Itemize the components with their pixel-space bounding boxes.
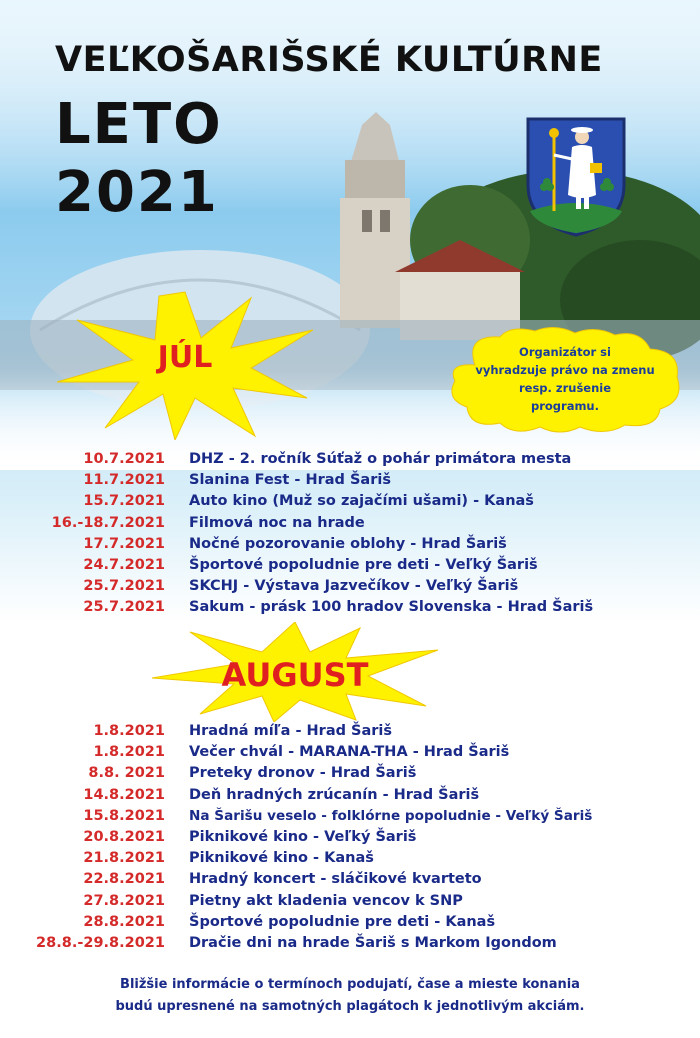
july-heading: JÚL xyxy=(157,340,213,375)
event-date: 1.8.2021 xyxy=(93,744,165,761)
footer-line-1: Bližšie informácie o termínoch podujatí, čase a mieste konania xyxy=(120,977,580,992)
event-date: 15.7.2021 xyxy=(83,493,165,510)
event-name: Dračie dni na hrade Šariš s Markom Igondom xyxy=(189,934,557,951)
july-event-list xyxy=(0,449,700,619)
list-item xyxy=(0,513,700,534)
footer-line-2: budú upresnené na samotných plagátoch k jednotlivým akciám. xyxy=(115,999,585,1014)
event-name: Auto kino (Muž so zajačími ušami) - Kanaš xyxy=(189,493,534,510)
list-item xyxy=(0,449,700,470)
list-item xyxy=(0,742,700,763)
event-date: 14.8.2021 xyxy=(83,786,165,803)
notice-line-1: Organizátor si xyxy=(519,345,611,359)
notice-line-2: vyhradzuje právo na zmenu xyxy=(475,363,655,377)
list-item xyxy=(0,869,700,890)
list-item xyxy=(0,785,700,806)
list-item xyxy=(0,534,700,555)
event-name: SKCHJ - Výstava Jazvečíkov - Veľký Šariš xyxy=(189,578,519,595)
event-date: 28.8.2021 xyxy=(83,913,165,930)
event-date: 17.7.2021 xyxy=(83,535,165,552)
event-name: Nočné pozorovanie oblohy - Hrad Šariš xyxy=(189,535,507,552)
notice-line-3: resp. zrušenie xyxy=(518,381,612,395)
list-item xyxy=(0,806,700,827)
list-item xyxy=(0,597,700,618)
event-date: 11.7.2021 xyxy=(83,472,165,489)
event-name: Sakum - prásk 100 hradov Slovenska - Hrad Šariš xyxy=(189,599,594,616)
event-name: Deň hradných zrúcanín - Hrad Šariš xyxy=(189,786,480,803)
event-date: 20.8.2021 xyxy=(83,828,165,845)
list-item xyxy=(0,555,700,576)
event-name: Filmová noc na hrade xyxy=(189,514,365,531)
event-date: 28.8.-29.8.2021 xyxy=(36,934,165,951)
list-item xyxy=(0,470,700,491)
event-name: Piknikové kino - Kanaš xyxy=(189,850,374,867)
coat-of-arms-icon xyxy=(524,115,628,239)
event-name: Pietny akt kladenia vencov k SNP xyxy=(189,892,463,909)
title-line-1: VEĽKOŠARIŠSKÉ KULTÚRNE xyxy=(55,40,603,80)
list-item xyxy=(0,491,700,512)
event-date: 25.7.2021 xyxy=(83,578,165,595)
event-date: 15.8.2021 xyxy=(83,807,165,824)
event-date: 10.7.2021 xyxy=(83,451,165,467)
event-name: Hradná míľa - Hrad Šariš xyxy=(189,723,393,739)
event-name: Hradný koncert - sláčikové kvarteto xyxy=(189,871,482,888)
august-event-list xyxy=(0,721,700,954)
event-date: 25.7.2021 xyxy=(83,599,165,616)
event-name: Športové popoludnie pre deti - Kanaš xyxy=(189,913,496,930)
list-item xyxy=(0,912,700,933)
title-line-2: LETO xyxy=(55,92,223,157)
list-item xyxy=(0,721,700,742)
event-name: Preteky dronov - Hrad Šariš xyxy=(189,765,417,782)
event-date: 21.8.2021 xyxy=(83,850,165,867)
list-item xyxy=(0,827,700,848)
event-date: 8.8. 2021 xyxy=(88,765,165,782)
footer-note xyxy=(0,974,700,1018)
list-item xyxy=(0,933,700,954)
event-date: 1.8.2021 xyxy=(93,723,165,739)
event-name: Na Šarišu veselo - folklórne popoludnie - Veľký Šariš xyxy=(189,807,593,824)
event-name: DHZ - 2. ročník Súťaž o pohár primátora mesta xyxy=(189,451,572,467)
event-date: 27.8.2021 xyxy=(83,892,165,909)
list-item xyxy=(0,576,700,597)
notice-line-4: programu. xyxy=(530,399,599,413)
event-date: 22.8.2021 xyxy=(83,871,165,888)
list-item xyxy=(0,891,700,912)
event-name: Piknikové kino - Veľký Šariš xyxy=(189,828,417,845)
event-date: 24.7.2021 xyxy=(83,556,165,573)
list-item xyxy=(0,763,700,784)
notice-text xyxy=(462,343,668,415)
list-item xyxy=(0,848,700,869)
event-name: Športové popoludnie pre deti - Veľký Šariš xyxy=(189,556,538,573)
event-date: 16.-18.7.2021 xyxy=(51,514,165,531)
august-heading: AUGUST xyxy=(221,656,369,694)
event-name: Slanina Fest - Hrad Šariš xyxy=(189,472,391,489)
title-line-3: 2021 xyxy=(55,160,219,225)
event-name: Večer chvál - MARANA-THA - Hrad Šariš xyxy=(189,744,510,761)
